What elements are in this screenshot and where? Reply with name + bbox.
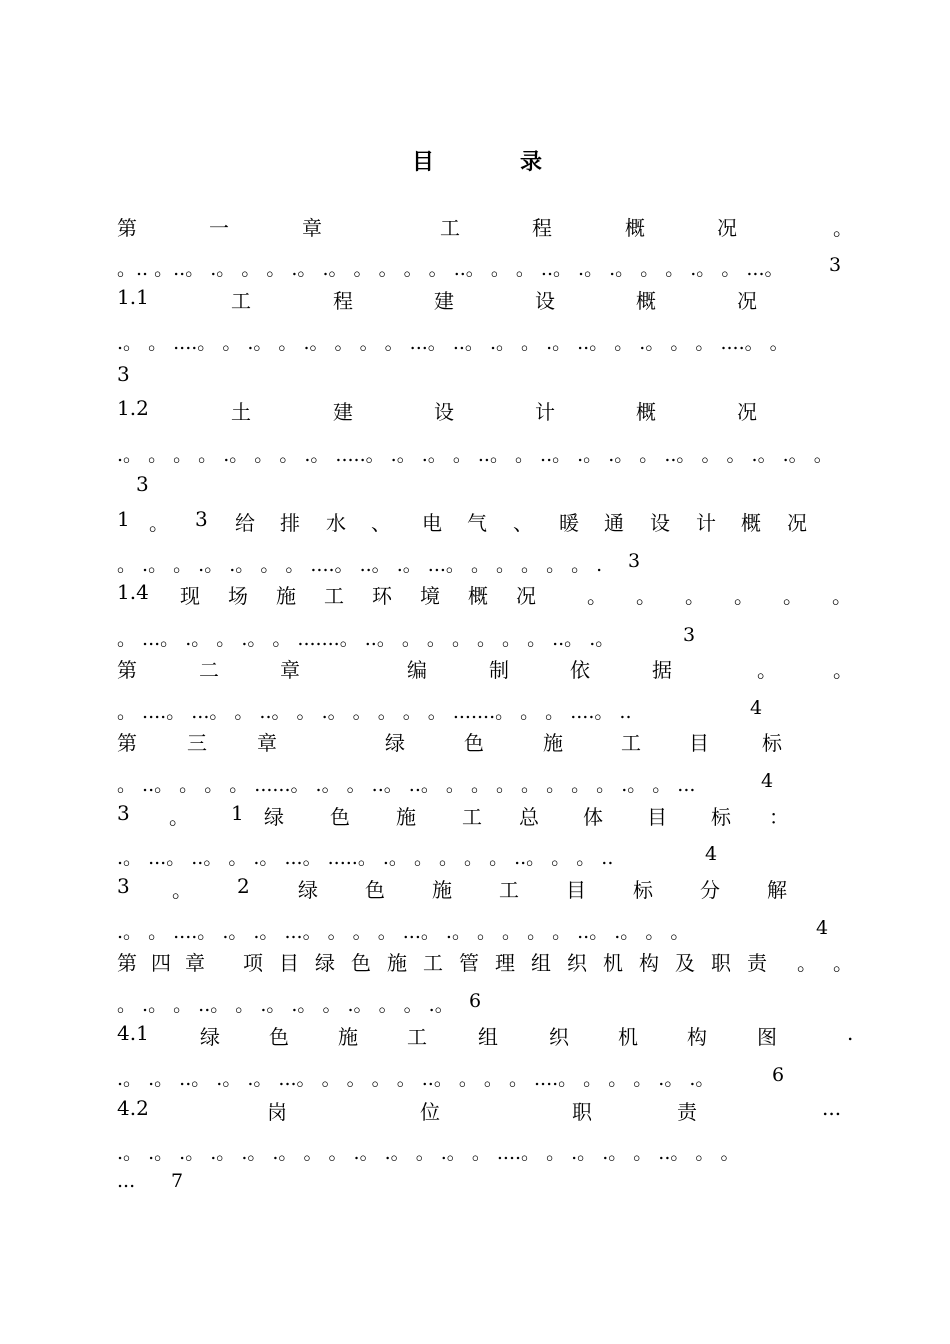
toc-text: 施 <box>387 951 407 975</box>
toc-text: 设 <box>434 400 454 424</box>
toc-page-number: 4 <box>750 697 763 719</box>
toc-text: 第 <box>117 216 137 240</box>
toc-text: . <box>847 1021 854 1045</box>
toc-leader <box>117 770 857 796</box>
toc-text: 构 <box>687 1025 707 1049</box>
toc-dots: 。 ....。 ...。 。 ..。 。 .。 。 。 。 。 .......。 。 。 ....。 .. <box>117 701 632 723</box>
toc-text: 3 <box>117 801 130 825</box>
toc-text: 理 <box>495 951 515 975</box>
toc-page-number: 7 <box>171 1170 184 1192</box>
toc-dots: .。 。 ....。 。 .。 。 .。 。 。 。 ...。 ..。 .。 。 .。 ..。 。 .。 。 。 ....。 。 <box>117 332 789 354</box>
toc-text: 。 <box>757 658 777 682</box>
toc-text: 。 <box>172 878 192 902</box>
toc-text: 色 <box>330 805 350 829</box>
toc-text: 概 <box>636 400 656 424</box>
toc-leader <box>117 440 857 466</box>
toc-dots: ... <box>117 1170 136 1192</box>
toc-text: 给 <box>235 511 255 535</box>
toc-text: 项 <box>243 951 263 975</box>
toc-dots: 。 .。 。 .。 .。 。 。 ....。 ..。 .。 ...。 。 。 。 。 。 . <box>117 554 603 576</box>
toc-text: 图 <box>757 1025 777 1049</box>
toc-leader <box>117 624 857 650</box>
toc-page-number: 4 <box>816 917 829 939</box>
toc-text: 境 <box>420 584 440 608</box>
toc-text: 暖 <box>559 511 579 535</box>
toc-page-line <box>117 362 857 392</box>
toc-entry-chapter-3[interactable] <box>117 727 857 757</box>
toc-text: 章 <box>280 658 300 682</box>
toc-text: 1 <box>117 507 130 531</box>
toc-text: 建 <box>333 400 353 424</box>
toc-text: 。 <box>169 805 189 829</box>
toc-text: 二 <box>199 658 219 682</box>
toc-text: 织 <box>567 951 587 975</box>
toc-page-number: 3 <box>136 472 149 496</box>
toc-text: 绿 <box>298 878 318 902</box>
toc-text: 分 <box>700 878 720 902</box>
toc-title <box>0 145 950 185</box>
toc-text: 制 <box>489 658 509 682</box>
toc-text: 。 <box>833 658 853 682</box>
toc-entry-1-2[interactable] <box>117 396 857 426</box>
toc-text: 绿 <box>200 1025 220 1049</box>
toc-text: 施 <box>338 1025 358 1049</box>
toc-text: 建 <box>434 289 454 313</box>
toc-text: 色 <box>365 878 385 902</box>
toc-text: 1.2 <box>117 396 149 420</box>
toc-dots: .。 .。 .。 .。 .。 .。 。 。 .。 .。 。 .。 。 ....。 。 .。 .。 。 ..。 。 。 <box>117 1142 740 1164</box>
toc-text: 工 <box>324 584 344 608</box>
toc-text: 责 <box>747 951 767 975</box>
toc-text: 目 <box>279 951 299 975</box>
toc-text: 工 <box>407 1025 427 1049</box>
toc-text: 计 <box>696 511 716 535</box>
toc-text: 绿 <box>385 731 405 755</box>
toc-title-char: 目 <box>412 149 435 175</box>
toc-text: 织 <box>549 1025 569 1049</box>
toc-leader <box>117 328 857 354</box>
toc-text: 标 <box>762 731 782 755</box>
toc-dots: .。 。 ....。 .。 .。 ...。 。 。 。 ...。 .。 。 。 。 。 ..。 .。 。 。 <box>117 921 690 943</box>
toc-text: 通 <box>604 511 624 535</box>
toc-text: 况 <box>717 216 737 240</box>
toc-text: 三 <box>187 731 207 755</box>
toc-text: 标 <box>633 878 653 902</box>
toc-text: 目 <box>647 805 667 829</box>
toc-entry-4-2[interactable] <box>117 1096 857 1126</box>
toc-leader <box>117 843 857 869</box>
toc-text: 场 <box>228 584 248 608</box>
toc-text: 编 <box>407 658 427 682</box>
toc-text: 。 <box>685 584 705 608</box>
toc-page-number: 4 <box>761 770 774 792</box>
toc-text: 2 <box>237 874 250 898</box>
toc-text: 位 <box>420 1100 440 1124</box>
toc-leader <box>117 990 857 1016</box>
toc-dots: 。 ...。 .。 。 .。 。 .......。 ..。 。 。 。 。 。 。 ..。 .。 <box>117 628 615 650</box>
toc-text: 工 <box>499 878 519 902</box>
toc-text: 3 <box>117 874 130 898</box>
toc-text: 施 <box>396 805 416 829</box>
toc-entry-chapter-2[interactable] <box>117 654 857 684</box>
toc-dots: 。.. 。..。 .。 。 。 .。 .。 。 。 。 。 ..。 。 。 ..。 .。 .。 。 。 .。 。 ...。 <box>117 258 784 280</box>
toc-text: 程 <box>532 216 552 240</box>
toc-text: 一 <box>209 216 229 240</box>
toc-text: 。 <box>149 511 169 535</box>
toc-text: 工 <box>462 805 482 829</box>
toc-text: 据 <box>652 658 672 682</box>
toc-text: 工 <box>423 951 443 975</box>
toc-leader <box>117 550 857 576</box>
toc-text: 章 <box>185 951 205 975</box>
toc-text: 第 <box>117 951 137 975</box>
toc-text: 1.1 <box>117 285 149 309</box>
toc-text: 环 <box>372 584 392 608</box>
toc-text: 组 <box>531 951 551 975</box>
toc-text: 责 <box>677 1100 697 1124</box>
toc-text: 况 <box>787 511 807 535</box>
toc-text: 设 <box>650 511 670 535</box>
toc-text: 施 <box>543 731 563 755</box>
toc-text: 管 <box>459 951 479 975</box>
toc-dots: 。 ..。 。 。 。 ......。 .。 。 ..。 ..。 。 。 。 。 。 。 。 .。 。 ... <box>117 774 696 796</box>
toc-page-number: 3 <box>829 254 842 276</box>
toc-text: 总 <box>519 805 539 829</box>
toc-text: 、 <box>513 511 533 535</box>
toc-text: 概 <box>468 584 488 608</box>
toc-text: 土 <box>231 400 251 424</box>
toc-text: 绿 <box>315 951 335 975</box>
toc-text: 、 <box>371 511 391 535</box>
toc-text: 概 <box>636 289 656 313</box>
toc-page-number: 3 <box>683 624 696 646</box>
toc-entry-chapter-4[interactable] <box>117 947 857 977</box>
toc-leader <box>117 1064 857 1090</box>
toc-text: 第 <box>117 731 137 755</box>
toc-text: 工 <box>621 731 641 755</box>
toc-text: 构 <box>639 951 659 975</box>
toc-text: 计 <box>535 400 555 424</box>
toc-text: 4.2 <box>117 1096 149 1120</box>
toc-text: 。 <box>587 584 607 608</box>
toc-text: 。 <box>783 584 803 608</box>
toc-text: 施 <box>432 878 452 902</box>
toc-text: 绿 <box>264 805 284 829</box>
toc-text: 工 <box>440 216 460 240</box>
toc-text: 。 <box>734 584 754 608</box>
toc-text: 。 <box>833 951 853 975</box>
toc-text: 四 <box>151 951 171 975</box>
toc-text: 排 <box>280 511 300 535</box>
toc-text: 概 <box>625 216 645 240</box>
toc-leader <box>117 1170 857 1196</box>
toc-text: 。 <box>832 584 852 608</box>
toc-dots: .。 。 。 。 .。 。 。 .。 .....。 .。 .。 。 ..。 。 ..。 .。 .。 。 ..。 。 。 .。 .。 。 <box>117 444 833 466</box>
toc-text: 况 <box>737 400 757 424</box>
toc-page-line <box>117 472 857 502</box>
toc-page-number: 6 <box>469 990 482 1012</box>
toc-entry-3-2[interactable] <box>117 874 857 904</box>
toc-dots: .。 ...。 ..。 。 .。 ...。 .....。 .。 。 。 。 。 ..。 。 。 .. <box>117 847 614 869</box>
toc-entry-4-1[interactable] <box>117 1021 857 1051</box>
toc-text: 目 <box>566 878 586 902</box>
toc-entry-1-1[interactable] <box>117 285 857 315</box>
toc-page-number: 3 <box>628 550 641 572</box>
toc-text: 标 <box>711 805 731 829</box>
toc-entry-3-1[interactable] <box>117 801 857 831</box>
toc-page-number: 3 <box>117 362 130 386</box>
toc-text: ： <box>769 805 789 829</box>
toc-text: 设 <box>535 289 555 313</box>
toc-page-number: 6 <box>772 1064 785 1086</box>
toc-leader <box>117 1138 857 1164</box>
toc-text: 。 <box>833 216 853 240</box>
toc-text: 4.1 <box>117 1021 149 1045</box>
toc-text: 况 <box>516 584 536 608</box>
toc-text: 况 <box>737 289 757 313</box>
toc-text: 施 <box>276 584 296 608</box>
toc-text: 程 <box>333 289 353 313</box>
toc-text: 色 <box>269 1025 289 1049</box>
toc-text: 工 <box>231 289 251 313</box>
toc-text: 职 <box>711 951 731 975</box>
toc-text: 职 <box>572 1100 592 1124</box>
toc-leader <box>117 697 857 723</box>
toc-text: 气 <box>467 511 487 535</box>
toc-text: 岗 <box>267 1100 287 1124</box>
toc-text: 依 <box>570 658 590 682</box>
toc-text: 1.4 <box>117 580 149 604</box>
toc-dots: .。 .。 ..。 .。 .。 ...。 。 。 。 。 ..。 。 。 。 ....。 。 。 。 .。 .。 <box>117 1068 715 1090</box>
toc-text: 色 <box>351 951 371 975</box>
toc-text: 目 <box>689 731 709 755</box>
toc-leader <box>117 254 857 280</box>
toc-text: 。 <box>797 951 817 975</box>
toc-leader <box>117 917 857 943</box>
toc-text: 水 <box>326 511 346 535</box>
toc-text: 。 <box>636 584 656 608</box>
toc-text: 组 <box>478 1025 498 1049</box>
toc-text: 机 <box>603 951 623 975</box>
toc-text: 解 <box>767 878 787 902</box>
toc-text: 1 <box>231 801 244 825</box>
toc-text: 体 <box>583 805 603 829</box>
toc-text: 色 <box>464 731 484 755</box>
toc-entry-chapter-1[interactable] <box>117 212 857 242</box>
toc-entry-1-4[interactable] <box>117 580 857 610</box>
toc-text: ... <box>822 1096 842 1120</box>
toc-text: 概 <box>741 511 761 535</box>
toc-page-number: 4 <box>705 843 718 865</box>
toc-entry-1-3[interactable] <box>117 507 857 537</box>
toc-text: 章 <box>257 731 277 755</box>
toc-text: 现 <box>180 584 200 608</box>
toc-text: 3 <box>195 507 208 531</box>
toc-text: 电 <box>422 511 442 535</box>
toc-dots: 。 .。 。 ..。 。 .。 .。 。 .。 。 。 .。 <box>117 994 454 1016</box>
toc-text: 及 <box>675 951 695 975</box>
toc-title-char: 录 <box>520 149 543 175</box>
toc-text: 章 <box>302 216 322 240</box>
toc-text: 机 <box>618 1025 638 1049</box>
toc-text: 第 <box>117 658 137 682</box>
